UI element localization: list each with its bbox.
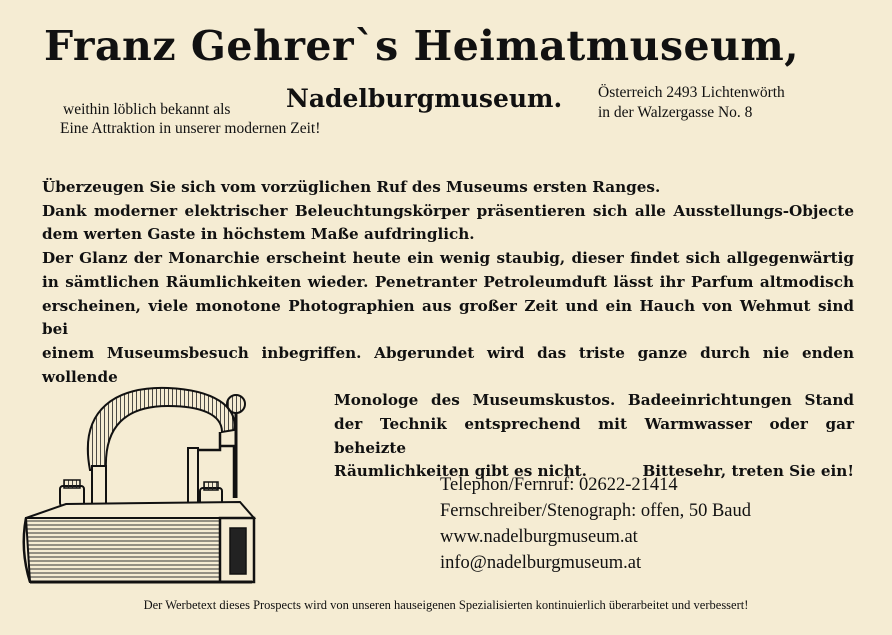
body-line: Der Glanz der Monarchie erscheint heute ein wenig staubig, dieser findet sich allgegenwärtig [42,249,854,268]
phone-number: Telephon/Fernruf: 02622-21414 [440,475,678,495]
flat-iron-icon [8,368,268,600]
tagline-line-2: Eine Attraktion in unserer modernen Zeit! [60,120,321,137]
contact-block [440,472,751,576]
body-line: in sämtlichen Räumlichkeiten wieder. Penetranter Petroleumduft lässt ihr Parfum altmodisch [42,272,854,291]
body-line: einem Museumsbesuch inbegriffen. Abgerundet wird das triste ganze durch nie enden wollende [42,343,854,386]
body-line: Monologe des Museumskustos. Badeeinrichtungen Stand [334,391,854,410]
address-line-1: Österreich 2493 Lichtenwörth [598,84,785,101]
address-line-2: in der Walzergasse No. 8 [598,104,753,121]
tagline-line-1: weithin löblich bekannt als [63,101,231,118]
body-line: Dank moderner elektrischer Beleuchtungskörper präsentieren sich alle Ausstellungs-Objecte [42,201,854,220]
telex-info: Fernschreiber/Stenograph: offen, 50 Baud [440,501,751,521]
email-link[interactable]: info@nadelburgmuseum.at [440,553,642,573]
body-line: Überzeugen Sie sich vom vorzüglichen Ruf des Museums ersten Ranges. [42,178,661,196]
website-link[interactable]: www.nadelburgmuseum.at [440,527,638,547]
museum-name: Nadelburgmuseum. [286,84,563,113]
body-line: dem werten Gaste in höchstem Maße aufdringlich. [42,225,475,244]
footer-note: Der Werbetext dieses Prospects wird von unseren hauseigenen Spezialisierten kontinuierlich überarbeitet und verbessert! [143,598,749,612]
body-line: der Technik entsprechend mit Warmwasser oder gar beheizte [334,415,854,457]
page-title: Franz Gehrer`s Heimatmuseum, [44,22,800,70]
body-closing-right: Bittesehr, treten Sie ein! [642,462,854,481]
tagline [60,100,321,138]
body-line: erscheinen, viele monotone Photographien aus großer Zeit und ein Hauch von Wehmut sind bei [42,296,854,339]
address [598,83,785,123]
body-closing-left: Räumlichkeiten gibt es nicht. [334,462,587,481]
